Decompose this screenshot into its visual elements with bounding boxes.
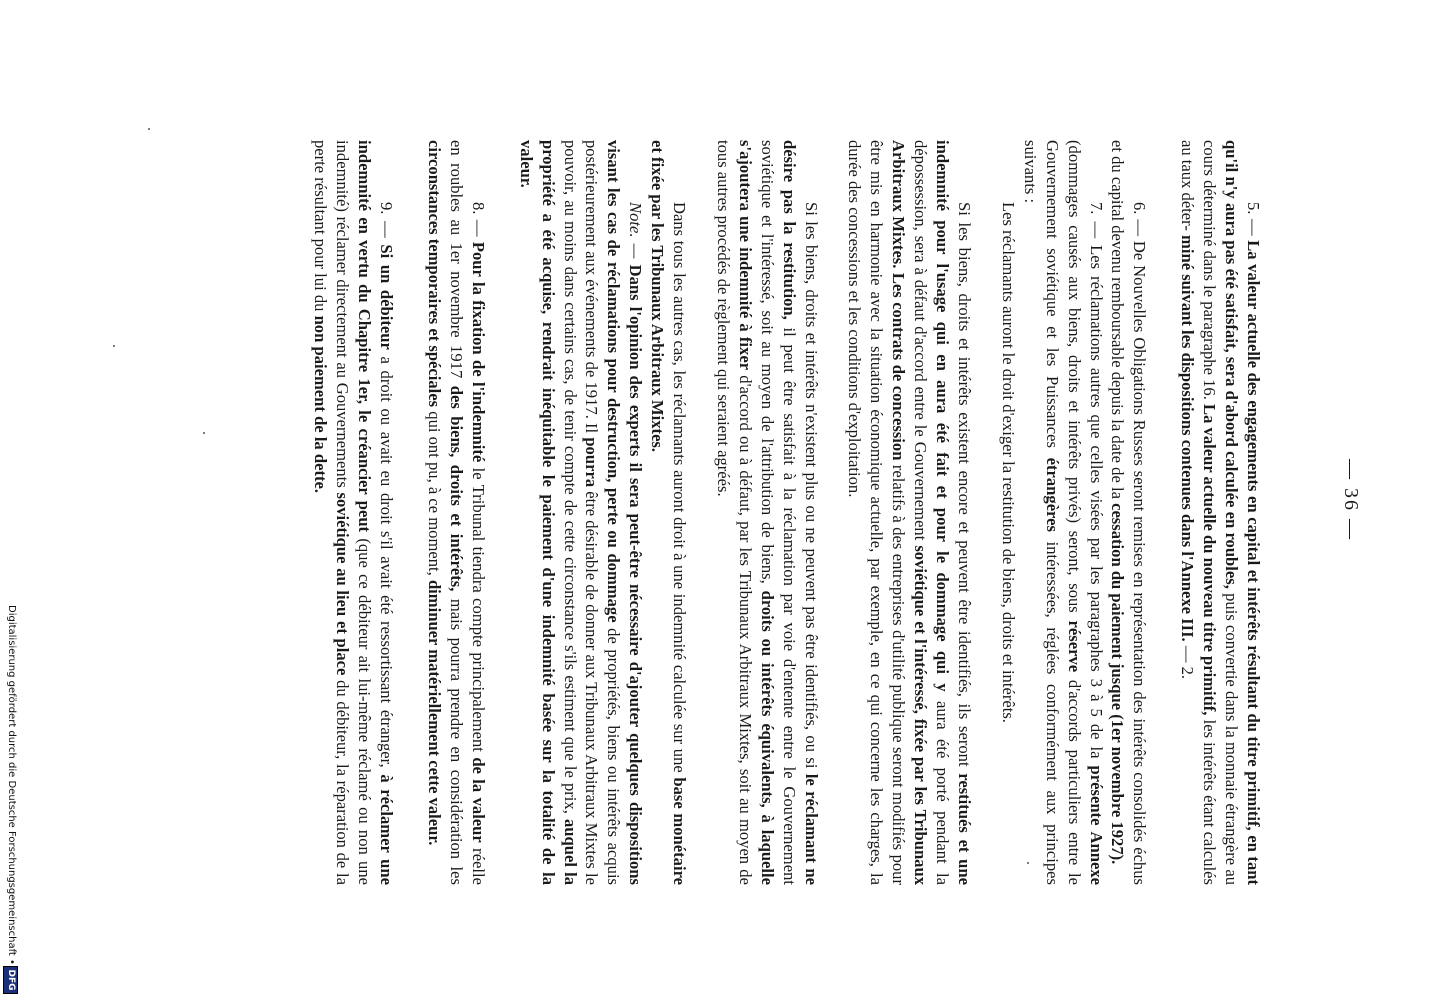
paragraph-5-bold-3: miné suivant les dispositions contenues dans l'Annexe III. (1178, 235, 1198, 642)
scan-speck (203, 432, 205, 434)
paragraph-7-bold-2: réserve (1064, 620, 1084, 673)
paragraph-9-text-2: (que ce débiteur ait lui-même réclamé ou non une indemnité) réclamer directement au Gouvernements (333, 140, 375, 886)
paragraph-7-bold: présente Annexe (1086, 765, 1106, 886)
paragraph-7-not-identified (712, 140, 822, 885)
paragraph-8-lead: 8. — (468, 202, 488, 242)
paragraph-6 (1107, 140, 1151, 885)
paragraph-5-bold-2: La valeur actuelle du nouveau titre primitif, (1200, 404, 1220, 716)
note-text-2: être désirable de donner aux Tribunaux Arbitraux Mixtes le pouvoir, au moins dans certains cas, de tenir compte de cette circonstance s'ils estiment que le prix, (560, 140, 602, 885)
paragraph-7-identified-text-3: relatifs à des entreprises d'utilité publique seront modifiés pour être mis en harmonie avec la situation économique actuelle, par exemple, en ce qui concerne les charges, la durée des concessions et les conditions d'exploitation. (845, 140, 909, 885)
scan-speck (1027, 862, 1029, 864)
paragraph-9 (309, 140, 397, 885)
paragraph-7-identified-text: Si les biens, droits et intérêts existent encore et peuvent être identifiés, ils seront (955, 202, 975, 774)
paragraph-7-not-identified-text: Si les biens, droits et intérêts n'existent plus ou ne peuvent pas être identifiés, ou si (801, 202, 821, 774)
note-bold-2: pourra (582, 437, 602, 488)
paragraph-9-bold-2: à réclamer une indemnité en vertu du Chapitre 1er, le créancier peut (355, 140, 397, 885)
paragraph-8-text: le Tribunal tiendra compte principalement (468, 462, 488, 758)
paragraph-5-lead: 5. — (1244, 202, 1263, 241)
paragraph-7-other-cases-bold: base monétaire et fixée par les Tribunaux Arbitraux Mixtes. (648, 140, 690, 885)
paragraph-9-bold: Si un débiteur (377, 244, 397, 350)
note-paragraph (515, 140, 646, 885)
note-lead: Note. — (626, 202, 646, 265)
paragraph-7-lead: 7. — (1086, 202, 1106, 246)
paragraph-7-identified-bold: restitués et une indemnité pour l'usage qui en aura été fait et pour le dommage qui y (933, 140, 975, 885)
dfg-logo-text: DFG (6, 969, 16, 991)
document-body (309, 140, 1264, 885)
paragraph-7-identified-bold-2: soviétique et l'intéressé, fixée par les Tribunaux Arbitraux Mixtes. Les contrats de concession (889, 140, 931, 885)
paragraph-5-bold: La valeur actuelle des engagements en capital et intérêts résultant du titre primitif, en tant qu'il n'y aura pas été satisfait, sera d'abord calculée en roubles, (1222, 140, 1263, 885)
paragraph-8-bold-3: des biens, droits et intérêts, (446, 385, 466, 592)
digitization-credit-text: Digitalisierung gefördert durch die Deutsche Forschungsgemeinschaft • (6, 605, 17, 965)
paragraph-7-not-identified-bold: le réclamant ne désire pas la restitution, (779, 140, 821, 885)
paragraph-9-text: a droit ou avait eu droit s'il avait été ressortissant étranger, (377, 349, 397, 775)
scan-speck (148, 128, 150, 130)
paragraph-6-bold: cessation du paiement jusque (1er novembre 1927). (1108, 503, 1128, 865)
paragraph-7-text-4: intéressées, réglées conformément aux principes suivants : (1020, 140, 1062, 885)
paragraph-6-text: De Nouvelles Obligations Russes seront remises en représentation des intérêts consolidés échus et du capital devenu remboursable depuis la date de la (1108, 140, 1150, 885)
paragraph-7-other-cases-text: Dans tous les autres cas, les réclamants auront droit à une indemnité calculée sur une (670, 202, 690, 778)
dfg-logo-icon (3, 966, 18, 994)
paragraph-8 (423, 140, 489, 885)
paragraph-7-not-identified-text-3: d'accord ou à défaut, par les Tribunaux Arbitraux Mixtes, soit au moyen de tous autres procédés de règlement qui seraient agréés. (713, 140, 755, 885)
paragraph-5-text-2: les intérêts étant calculés au taux déter- (1178, 140, 1220, 886)
paragraph-8-text-3: mais pourra prendre en considération les (446, 591, 466, 885)
digitization-credit (4, 605, 18, 993)
paragraph-8-bold-2: de la valeur (468, 757, 488, 843)
paragraph-8-text-4: qui ont pu, à ce moment, (425, 407, 444, 580)
paragraph-8-bold: Pour la fixation de l'indemnité (468, 241, 488, 463)
paragraph-7 (1019, 140, 1107, 885)
paragraph-7-other-cases (646, 140, 690, 885)
paragraph-7-restitution-text: Les réclamants auront le droit d'exiger la restitution de biens, droits et intérêts. (998, 202, 1018, 723)
paragraph-7-not-identified-text-2: il peut être satisfait à la réclamation par voie d'entente entre le Gouvernement soviétique et l'intéressé, soit au moyen de l'attribution de biens, (757, 140, 799, 885)
paragraph-7-text-2: (dommages causés aux biens, droits et intérêts privés) seront, sous (1064, 140, 1084, 621)
note-bold-3: auquel la propriété a été acquise, rendrait inéquitable le paiement d'une indemnité basée sur la totalité de la valeur. (516, 140, 580, 886)
note-text: de propriétés, biens ou intérêts acquis postérieurement aux événements de 1917. Il (582, 140, 624, 886)
paragraph-5 (1176, 140, 1264, 885)
paragraph-9-text-3: du débiteur, la réparation de la perte résultant pour lui du (311, 140, 353, 885)
page-number: — 36 — (1340, 459, 1362, 541)
paragraph-9-bold-3: soviétique au lieu et place (333, 492, 353, 676)
paragraph-7-not-identified-bold-2: droits ou intérêts équivalents, à laquelle s'ajoutera une indemnité à fixer (735, 140, 777, 886)
paragraph-5-text-3: — 2. (1178, 641, 1198, 680)
paragraph-6-lead: 6. — (1130, 202, 1150, 241)
paragraph-7-identified-text-2: aura été porté pendant la dépossession, sera à défaut d'accord entre le Gouvernement (911, 140, 953, 886)
paragraph-9-lead: 9. — (377, 202, 397, 245)
paragraph-7-restitution (997, 140, 1019, 885)
note-bold: Dans l'opinion des experts il sera peut-être nécessaire d'ajouter quelques dispositions visant les cas de réclamations pour destruction, perte ou dommage (604, 140, 646, 885)
paragraph-8-bold-4: circonstances temporaires et spéciales (425, 140, 444, 408)
paragraph-9-bold-4: non paiement de la dette. (311, 315, 331, 494)
paragraph-5-text: puis convertie dans la monnaie étrangère au cours déterminé dans le paragraphe 16. (1200, 140, 1242, 886)
paragraph-7-text: Les réclamations autres que celles visées par les paragraphes 3 à 5 de la (1086, 245, 1106, 766)
paragraph-8-bold-5: diminuer matériellement cette valeur. (425, 579, 444, 846)
paragraph-7-text-3: d'accords particuliers entre le Gouvernement soviétique et les Puissances (1042, 140, 1084, 885)
paragraph-7-identified (844, 140, 975, 885)
paragraph-7-bold-3: étrangères (1042, 457, 1062, 532)
paragraph-8-text-2: réelle en roubles au 1er novembre 1917 (446, 140, 488, 886)
scan-speck (113, 345, 115, 347)
